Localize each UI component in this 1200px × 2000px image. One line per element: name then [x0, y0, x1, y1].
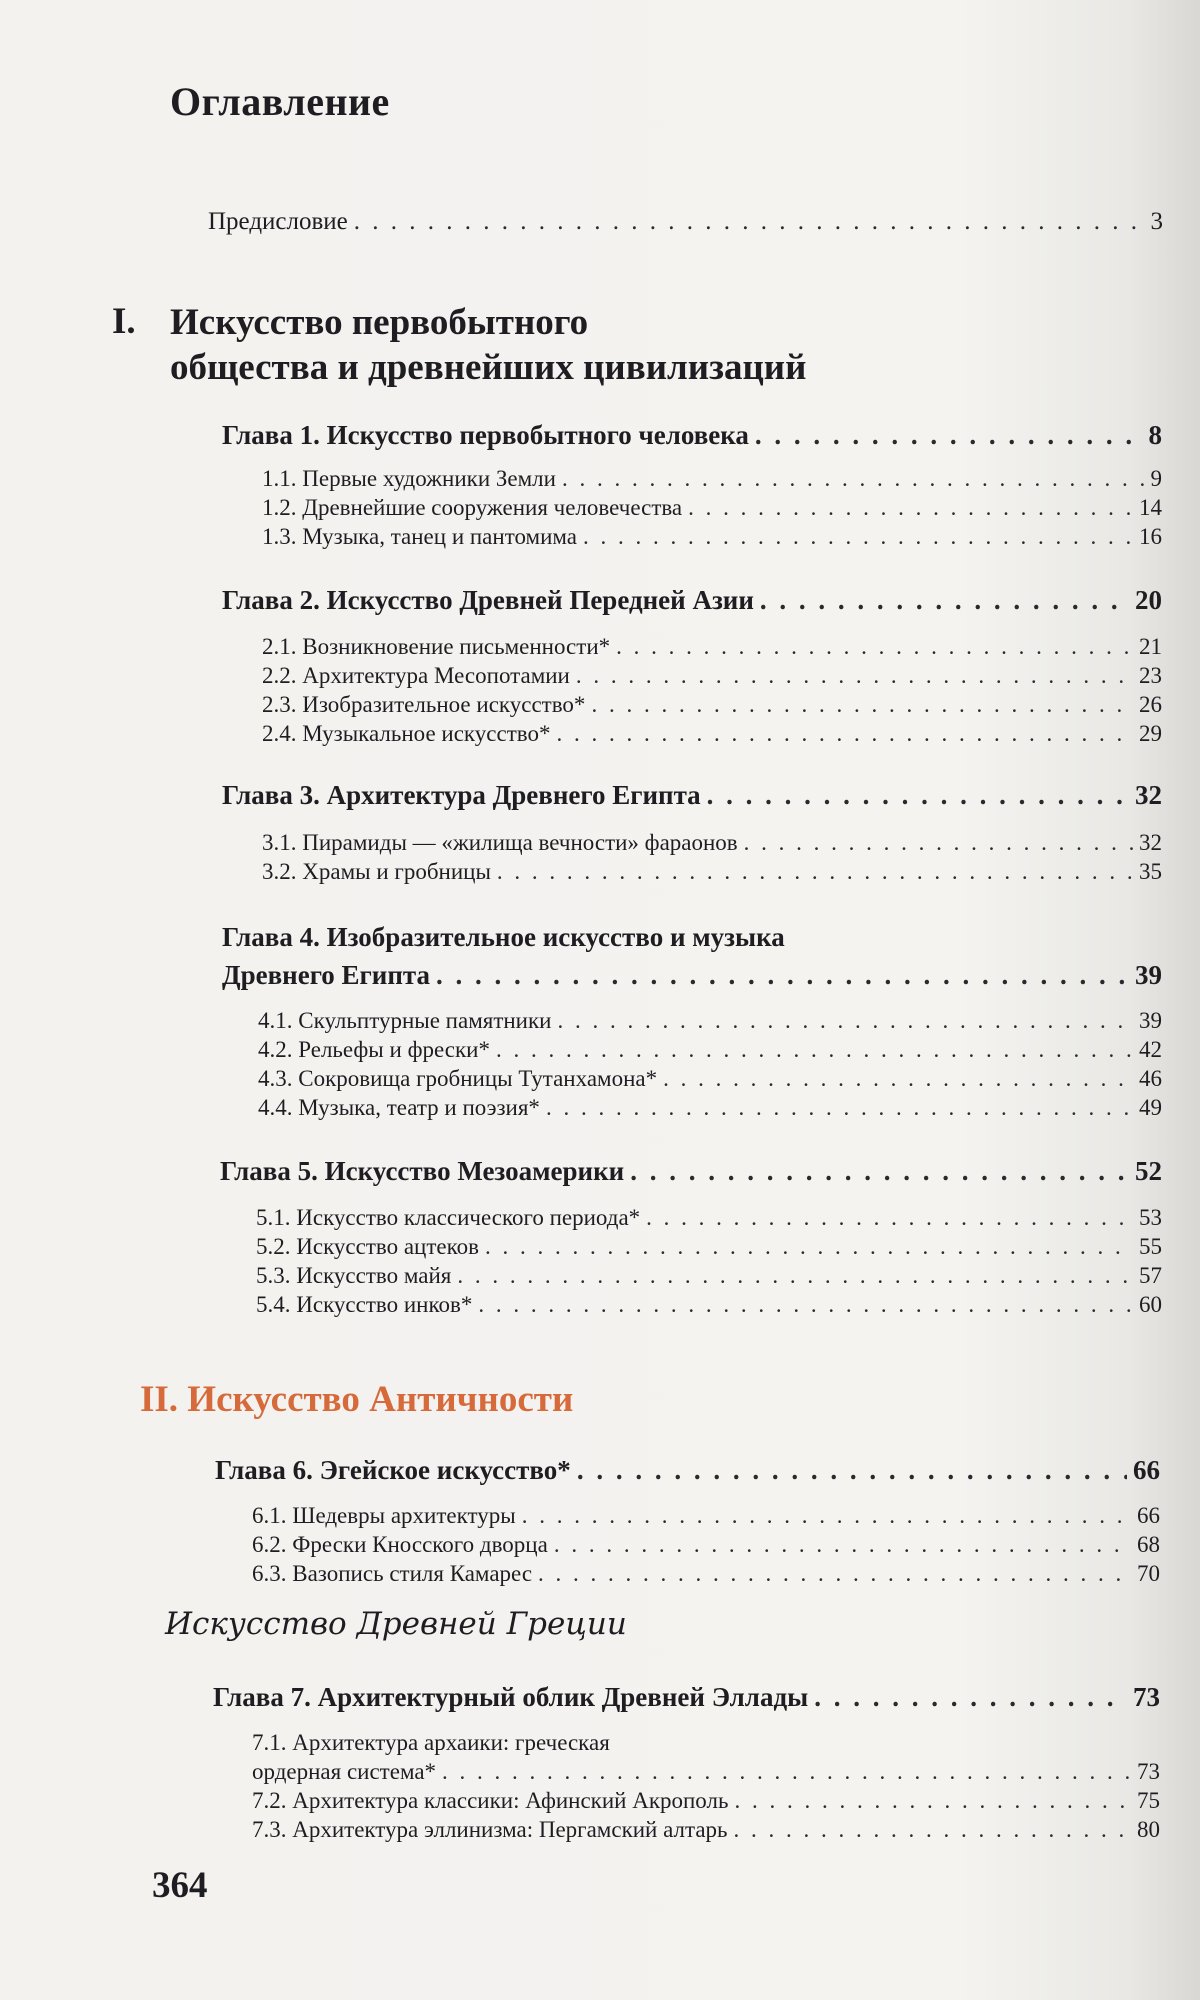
chapter-title-line2: Древнего Египта	[222, 960, 431, 990]
section-page: 29	[1139, 721, 1162, 746]
toc-section[interactable]	[262, 634, 1162, 660]
chapter-title: Глава 5. Искусство Мезоамерики	[220, 1156, 625, 1186]
section-title: 5.1. Искусство классического периода*	[256, 1205, 641, 1230]
section-page: 66	[1137, 1503, 1160, 1528]
chapter-page: 8	[1148, 420, 1162, 450]
section-page: 42	[1139, 1037, 1162, 1062]
leader-dots	[576, 663, 1133, 689]
leader-dots	[497, 859, 1133, 885]
leader-dots	[577, 1455, 1127, 1486]
section-page: 70	[1137, 1561, 1160, 1586]
leader-dots	[457, 1263, 1133, 1289]
part-title-line1: Искусство первобытного	[170, 302, 589, 343]
toc-entry-preface[interactable]	[208, 208, 1163, 236]
chapter-page: 32	[1135, 780, 1162, 810]
chapter-page: 73	[1133, 1682, 1160, 1712]
chapter-page: 66	[1133, 1455, 1160, 1485]
toc-section[interactable]	[252, 1532, 1160, 1558]
leader-dots	[556, 721, 1133, 747]
toc-section[interactable]	[252, 1817, 1160, 1843]
toc-section[interactable]	[258, 1037, 1162, 1063]
part-title-antiquity: II. Искусство Античности	[140, 1379, 574, 1420]
section-title: 2.2. Архитектура Месопотамии	[262, 663, 570, 688]
toc-section[interactable]	[252, 1561, 1160, 1587]
section-title: 6.1. Шедевры архитектуры	[252, 1503, 516, 1528]
toc-chapter[interactable]	[220, 1156, 1162, 1187]
toc-chapter[interactable]	[213, 1682, 1160, 1713]
section-title: 6.2. Фрески Кносского дворца	[252, 1532, 548, 1557]
section-page: 55	[1139, 1234, 1162, 1259]
section-title-line1[interactable]: 7.1. Архитектура архаики: греческая	[252, 1730, 610, 1755]
toc-section[interactable]	[258, 1066, 1162, 1092]
toc-section[interactable]	[256, 1205, 1162, 1231]
section-page: 26	[1139, 692, 1162, 717]
leader-dots	[688, 495, 1133, 521]
leader-dots	[663, 1066, 1133, 1092]
toc-section[interactable]	[262, 721, 1162, 747]
chapter-page: 52	[1135, 1156, 1162, 1186]
toc-section[interactable]	[256, 1234, 1162, 1260]
section-page: 39	[1139, 1008, 1162, 1033]
chapter-title: Глава 1. Искусство первобытного человека	[222, 420, 749, 450]
toc-section[interactable]	[252, 1503, 1160, 1529]
toc-section[interactable]	[262, 524, 1162, 550]
section-title: 4.1. Скульптурные памятники	[258, 1008, 552, 1033]
section-title: 1.1. Первые художники Земли	[262, 466, 556, 491]
toc-heading: Оглавление	[170, 79, 390, 124]
chapter-title: Глава 7. Архитектурный облик Древней Эллады	[213, 1682, 809, 1712]
toc-chapter[interactable]	[222, 420, 1162, 451]
section-page: 60	[1139, 1292, 1162, 1317]
section-title: 1.3. Музыка, танец и пантомима	[262, 524, 577, 549]
section-title: 4.4. Музыка, театр и поэзия*	[258, 1095, 540, 1120]
leader-dots	[734, 1817, 1131, 1843]
section-page: 21	[1139, 634, 1162, 659]
section-title: 4.2. Рельефы и фрески*	[258, 1037, 490, 1062]
section-page: 32	[1139, 830, 1162, 855]
toc-section[interactable]	[252, 1788, 1160, 1814]
leader-dots	[707, 780, 1129, 811]
section-page: 16	[1139, 524, 1162, 549]
section-page: 57	[1139, 1263, 1162, 1288]
part-number: I.	[112, 301, 136, 342]
leader-dots	[562, 466, 1145, 492]
leader-dots	[760, 585, 1129, 616]
section-page: 49	[1139, 1095, 1162, 1120]
chapter-title: Глава 2. Искусство Древней Передней Азии	[222, 585, 754, 615]
toc-section[interactable]	[262, 692, 1162, 718]
leader-dots	[646, 1205, 1133, 1231]
leader-dots	[591, 692, 1133, 718]
leader-dots	[744, 830, 1133, 856]
leader-dots	[616, 634, 1133, 660]
toc-chapter[interactable]	[222, 585, 1162, 616]
toc-section[interactable]	[262, 859, 1162, 885]
section-title: 7.3. Архитектура эллинизма: Пергамский алтарь	[252, 1817, 728, 1842]
leader-dots	[583, 524, 1133, 550]
toc-section[interactable]	[262, 466, 1162, 492]
section-page: 9	[1150, 466, 1162, 491]
toc-section[interactable]	[252, 1759, 1160, 1785]
leader-dots	[522, 1503, 1131, 1529]
section-title: 5.3. Искусство майя	[256, 1263, 452, 1288]
leader-dots	[546, 1095, 1133, 1121]
leader-dots	[436, 960, 1129, 991]
section-title: 6.3. Вазопись стиля Камарес	[252, 1561, 533, 1586]
section-title: 3.2. Храмы и гробницы	[262, 859, 491, 884]
section-title: 7.2. Архитектура классики: Афинский Акрополь	[252, 1788, 729, 1813]
section-title: 3.1. Пирамиды — «жилища вечности» фараонов	[262, 830, 738, 855]
toc-section[interactable]	[262, 495, 1162, 521]
chapter-page: 20	[1135, 585, 1162, 615]
chapter-title: Глава 3. Архитектура Древнего Египта	[222, 780, 701, 810]
section-title: 2.3. Изобразительное искусство*	[262, 692, 586, 717]
section-page: 23	[1139, 663, 1162, 688]
leader-dots	[814, 1682, 1127, 1713]
leader-dots	[755, 420, 1143, 451]
section-page: 46	[1139, 1066, 1162, 1091]
section-page: 53	[1139, 1205, 1162, 1230]
chapter-title-line1[interactable]: Глава 4. Изобразительное искусство и музыка	[222, 922, 785, 952]
section-page: 73	[1137, 1759, 1160, 1784]
page-number: 364	[152, 1865, 208, 1906]
part-title-line2: общества и древнейших цивилизаций	[170, 347, 807, 388]
entry-label: Предисловие	[208, 208, 348, 235]
leader-dots	[554, 1532, 1131, 1558]
leader-dots	[485, 1234, 1133, 1260]
section-page: 68	[1137, 1532, 1160, 1557]
leader-dots	[538, 1561, 1131, 1587]
section-page: 80	[1137, 1817, 1160, 1842]
section-page: 75	[1137, 1788, 1160, 1813]
section-title: 5.2. Искусство ацтеков	[256, 1234, 479, 1259]
leader-dots	[478, 1292, 1133, 1318]
section-title-line2: ордерная система*	[252, 1759, 437, 1784]
section-title: 4.3. Сокровища гробницы Тутанхамона*	[258, 1066, 658, 1091]
chapter-title: Глава 6. Эгейское искусство*	[215, 1455, 571, 1485]
toc-section[interactable]	[262, 663, 1162, 689]
section-title: 2.1. Возникновение письменности*	[262, 634, 611, 659]
toc-section[interactable]	[256, 1292, 1162, 1318]
subpart-title: Искусство Древней Греции	[165, 1606, 627, 1642]
leader-dots	[354, 208, 1145, 236]
toc-section[interactable]	[258, 1095, 1162, 1121]
toc-chapter[interactable]	[222, 780, 1162, 811]
entry-page: 3	[1150, 208, 1163, 235]
section-title: 1.2. Древнейшие сооружения человечества	[262, 495, 683, 520]
section-page: 35	[1139, 859, 1162, 884]
leader-dots	[630, 1156, 1129, 1187]
leader-dots	[734, 1788, 1131, 1814]
section-page: 14	[1139, 495, 1162, 520]
leader-dots	[442, 1759, 1131, 1785]
leader-dots	[496, 1037, 1133, 1063]
leader-dots	[557, 1008, 1133, 1034]
toc-section[interactable]	[256, 1263, 1162, 1289]
toc-chapter[interactable]	[222, 960, 1162, 991]
section-title: 2.4. Музыкальное искусство*	[262, 721, 551, 746]
section-title: 5.4. Искусство инков*	[256, 1292, 473, 1317]
toc-chapter[interactable]	[215, 1455, 1160, 1486]
chapter-page: 39	[1135, 960, 1162, 990]
toc-section[interactable]	[258, 1008, 1162, 1034]
toc-section[interactable]	[262, 830, 1162, 856]
